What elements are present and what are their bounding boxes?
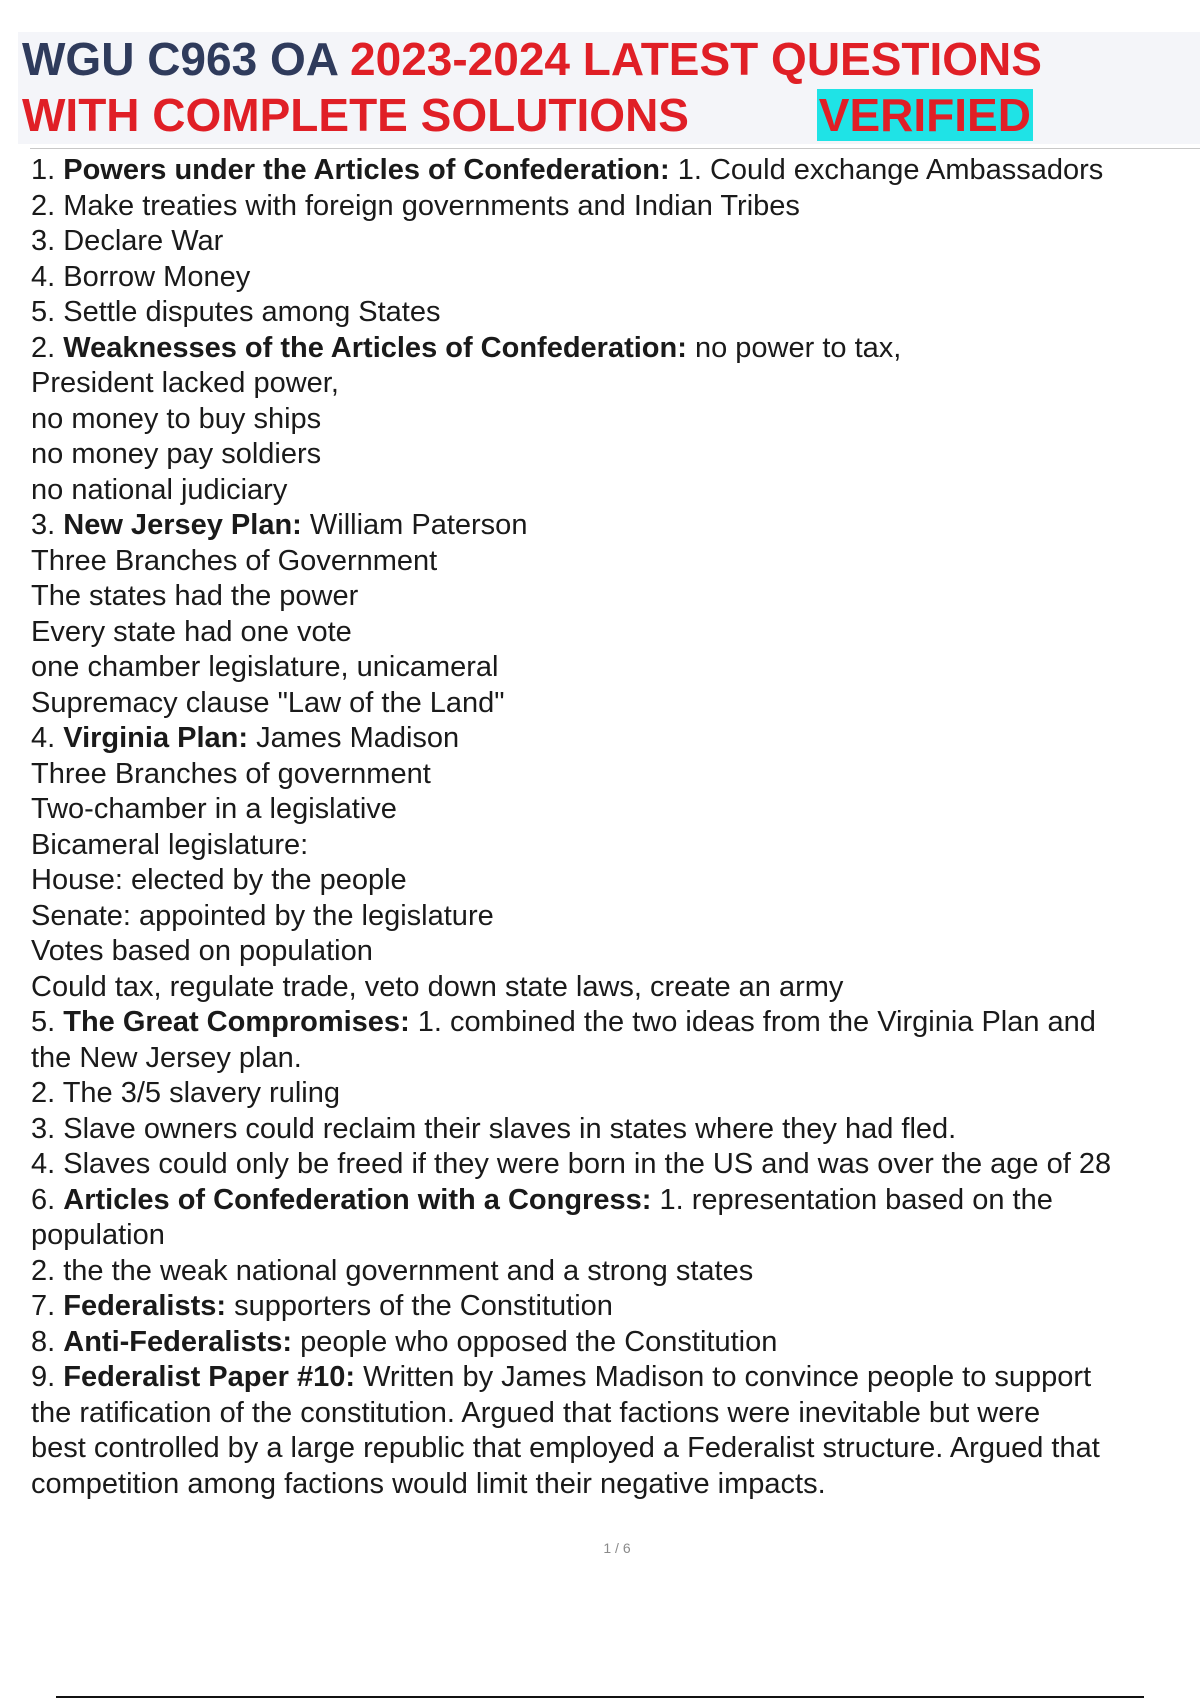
question-number: 1. <box>31 154 64 186</box>
answer-line <box>31 1076 1200 1112</box>
question-line <box>31 331 1200 367</box>
answer-line <box>31 473 1200 509</box>
answer-text: Senate: appointed by the legislature <box>31 899 494 932</box>
answer-text: 2. Make treaties with foreign governments and Indian Tribes <box>31 189 800 222</box>
footer-divider <box>56 1696 1144 1698</box>
answer-line <box>31 1254 1200 1290</box>
question-line <box>31 1289 1200 1325</box>
answer-text: 1. representation based on the <box>651 1183 1053 1216</box>
answer-text: no power to tax, <box>686 331 902 364</box>
question-term: Anti-Federalists: <box>63 1325 293 1358</box>
question-line <box>31 153 1200 189</box>
question-term: Powers under the Articles of Confederation: <box>63 154 670 186</box>
question-line <box>31 1325 1200 1361</box>
answer-text: 1. Could exchange Ambassadors <box>669 154 1104 186</box>
question-term: The Great Compromises: <box>63 1006 410 1038</box>
answer-line <box>31 1041 1200 1077</box>
answer-line <box>31 650 1200 686</box>
title-year-questions: 2023-2024 LATEST QUESTIONS <box>350 33 1042 85</box>
answer-line <box>31 934 1200 970</box>
question-term: Weaknesses of the Articles of Confederation: <box>63 331 687 364</box>
answer-text: competition among factions would limit their negative impacts. <box>31 1467 826 1500</box>
answer-text: Every state had one vote <box>31 615 352 648</box>
answer-text: one chamber legislature, unicameral <box>31 651 499 683</box>
answer-line <box>31 1218 1200 1254</box>
answer-text: population <box>31 1219 165 1251</box>
answer-text: William Paterson <box>301 509 528 541</box>
answer-line <box>31 757 1200 793</box>
verified-badge: VERIFIED <box>818 89 1031 141</box>
answer-text: best controlled by a large republic that employed a Federalist structure. Argued that <box>31 1432 1100 1464</box>
answer-line <box>31 402 1200 438</box>
question-line <box>31 1005 1200 1041</box>
answer-line <box>31 224 1200 260</box>
answer-text: President lacked power, <box>31 367 339 399</box>
answer-text: supporters of the Constitution <box>226 1290 613 1322</box>
answer-text: 3. Declare War <box>31 225 224 257</box>
title-solutions: WITH COMPLETE SOLUTIONS <box>22 89 689 141</box>
answer-line <box>31 792 1200 828</box>
answer-text: the ratification of the constitution. Argued that factions were inevitable but were <box>31 1396 1041 1429</box>
answer-text: Three Branches of Government <box>31 544 438 577</box>
answer-text: Votes based on population <box>31 935 373 967</box>
answer-text: no money pay soldiers <box>31 438 322 470</box>
answer-line <box>31 189 1200 225</box>
answer-text: 2. The 3/5 slavery ruling <box>31 1077 340 1109</box>
answer-line <box>31 1467 1200 1503</box>
question-number: 8. <box>31 1325 64 1358</box>
answer-line <box>31 686 1200 722</box>
answer-text: 4. Borrow Money <box>31 260 251 293</box>
answer-line <box>31 970 1200 1006</box>
answer-text: 1. combined the two ideas from the Virginia Plan and <box>409 1006 1096 1038</box>
question-line <box>31 1360 1200 1396</box>
answer-text: Two-chamber in a legislative <box>31 793 397 825</box>
answer-line <box>31 828 1200 864</box>
question-number: 9. <box>31 1361 64 1393</box>
answer-line <box>31 260 1200 296</box>
answer-text: no money to buy ships <box>31 402 322 435</box>
answer-text: Bicameral legislature: <box>31 828 309 861</box>
answer-line <box>31 1112 1200 1148</box>
answer-line <box>31 863 1200 899</box>
answer-line <box>31 899 1200 935</box>
question-line <box>31 508 1200 544</box>
answer-line <box>31 295 1200 331</box>
answer-text: 4. Slaves could only be freed if they were born in the US and was over the age of 28 <box>31 1148 1112 1180</box>
question-line <box>31 1183 1200 1219</box>
question-term: New Jersey Plan: <box>63 509 302 541</box>
question-number: 3. <box>31 509 64 541</box>
answer-text: Could tax, regulate trade, veto down state laws, create an army <box>31 970 844 1003</box>
answer-text: people who opposed the Constitution <box>292 1325 778 1358</box>
answer-line <box>31 1431 1200 1467</box>
question-number: 5. <box>31 1006 64 1038</box>
answer-line <box>31 615 1200 651</box>
qa-list <box>31 153 1200 1502</box>
answer-text: 5. Settle disputes among States <box>31 296 441 328</box>
question-term: Virginia Plan: <box>63 722 249 754</box>
answer-text: 3. Slave owners could reclaim their slaves in states where they had fled. <box>31 1112 957 1145</box>
question-number: 2. <box>31 331 64 364</box>
answer-line <box>31 366 1200 402</box>
title-line-2 <box>18 88 1200 144</box>
answer-text: James Madison <box>248 722 460 754</box>
answer-line <box>31 544 1200 580</box>
answer-text: Supremacy clause "Law of the Land" <box>31 686 505 719</box>
answer-line <box>31 579 1200 615</box>
question-number: 6. <box>31 1183 64 1216</box>
header-divider <box>30 148 1200 149</box>
answer-line <box>31 1147 1200 1183</box>
answer-text: House: elected by the people <box>31 864 407 896</box>
answer-text: the New Jersey plan. <box>31 1041 302 1074</box>
question-number: 4. <box>31 722 64 754</box>
document-title <box>18 32 1200 144</box>
answer-text: 2. the the weak national government and a strong states <box>31 1254 754 1287</box>
answer-line <box>31 437 1200 473</box>
title-spacer <box>689 89 817 141</box>
answer-text: no national judiciary <box>31 473 288 506</box>
answer-text: The states had the power <box>31 580 359 612</box>
title-line-1 <box>18 32 1200 88</box>
question-term: Articles of Confederation with a Congress: <box>63 1183 652 1216</box>
answer-text: Written by James Madison to convince people to support <box>355 1361 1092 1393</box>
title-course-code: WGU C963 OA <box>22 33 351 85</box>
question-term: Federalist Paper #10: <box>63 1361 356 1393</box>
question-term: Federalists: <box>63 1290 227 1322</box>
answer-line <box>31 1396 1200 1432</box>
question-line <box>31 721 1200 757</box>
answer-text: Three Branches of government <box>31 757 431 790</box>
question-number: 7. <box>31 1290 64 1322</box>
page-number: 1 / 6 <box>603 1540 631 1556</box>
